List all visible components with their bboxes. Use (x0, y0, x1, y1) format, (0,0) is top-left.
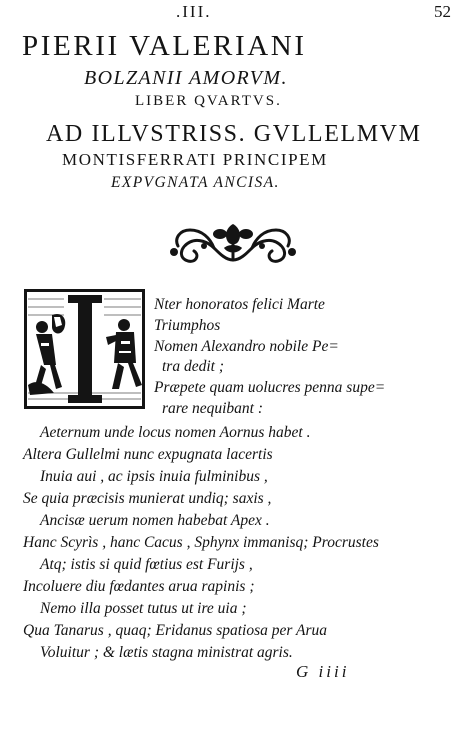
author-title: PIERII VALERIANI (22, 30, 307, 62)
poem-line: Nemo illa posset tutus ut ire uia ; (40, 600, 247, 617)
woodcut-initial-I-icon (24, 289, 145, 409)
poem-line: Ancisæ uerum nomen habebat Apex . (40, 512, 270, 529)
dedication-line-3: EXPVGNATA ANCISA. (111, 174, 280, 191)
poem-line: Qua Tanarus , quaq; Eridanus spatiosa per Arua (23, 622, 328, 639)
poem-line: Altera Gullelmi nunc expugnata lacertis (23, 446, 273, 463)
page-number: 52 (434, 2, 451, 21)
poem-line: tra dedit ; (162, 358, 224, 375)
poem-line: Triumphos (154, 317, 221, 334)
section-number: .III. (176, 2, 212, 21)
poem-line: Atq; istis si quid fœtius est Furijs , (40, 556, 253, 573)
poem-line: Voluitur ; & lætis stagna ministrat agris. (40, 644, 293, 661)
poem-line: Nter honoratos felici Marte (154, 296, 325, 313)
poem-line: Nomen Alexandro nobile Pe= (154, 338, 339, 355)
signature-mark: G iiii (296, 662, 350, 681)
poem-line: Aeternum unde locus nomen Aornus habet . (40, 424, 311, 441)
poem-line: Inuia aui , ac ipsis inuia fulminibus , (40, 468, 268, 485)
poem-line: Præpete quam uolucres penna supe= (154, 379, 386, 396)
floral-fleuron-icon (168, 220, 298, 266)
book-title: LIBER QVARTVS. (135, 93, 282, 109)
poem-line: Incoluere diu fœdantes arua rapinis ; (23, 578, 255, 595)
work-title: BOLZANII AMORVM. (84, 67, 288, 89)
poem-line: rare nequibant : (162, 400, 264, 417)
dedication-line-2: MONTISFERRATI PRINCIPEM (62, 150, 328, 169)
poem-line: Se quia præcisis munierat undiq; saxis , (23, 490, 272, 507)
dedication-line-1: AD ILLVSTRISS. GVLLELMVM (46, 121, 422, 147)
poem-line: Hanc Scyrìs , hanc Cacus , Sphynx immanisq; Procrustes (23, 534, 379, 551)
